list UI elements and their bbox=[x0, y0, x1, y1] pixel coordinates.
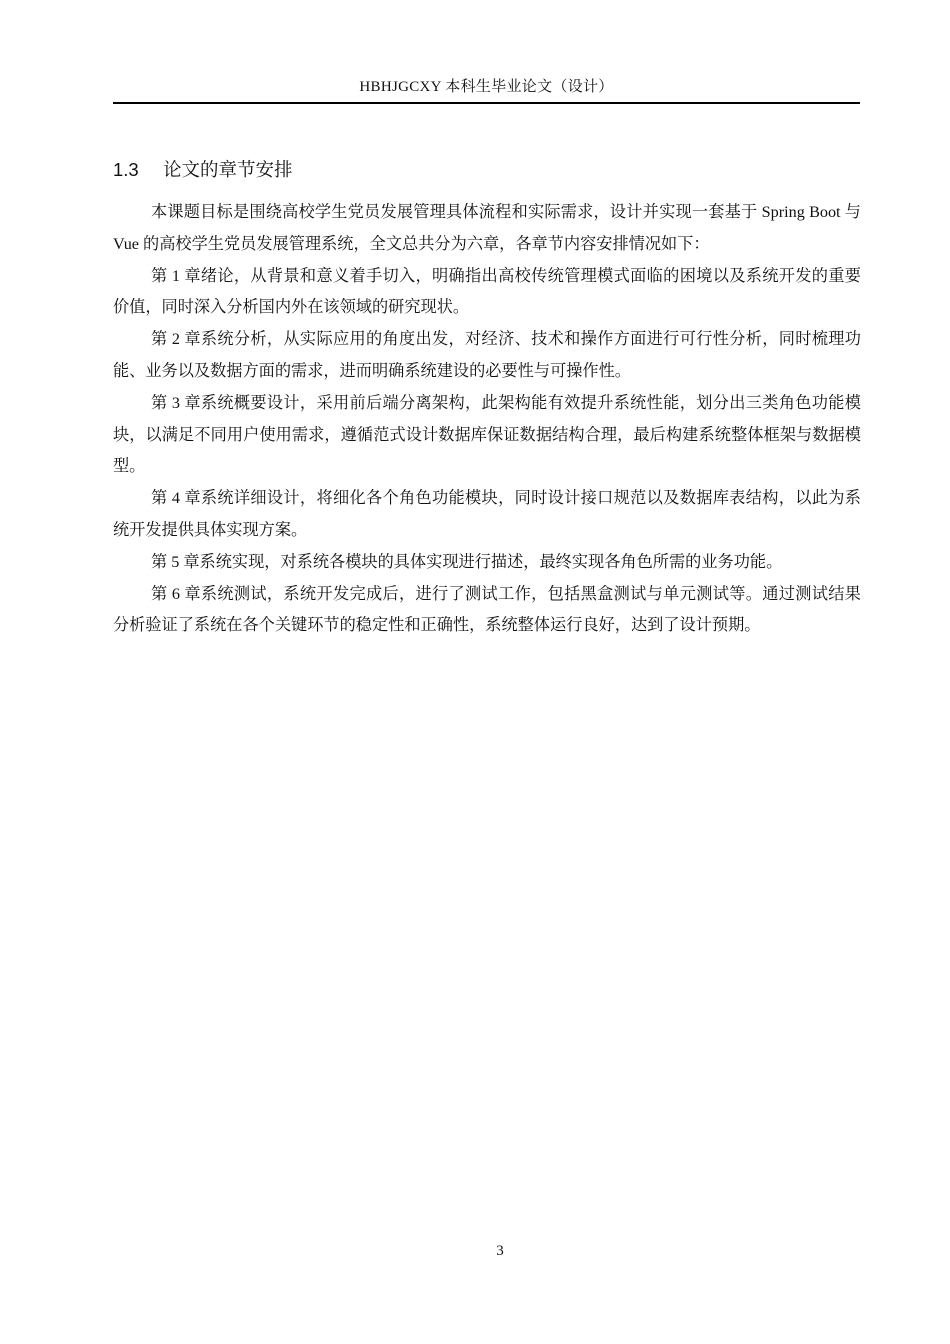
body-text bbox=[113, 197, 861, 642]
page-number: 3 bbox=[496, 1243, 504, 1259]
paragraph-chapter-2: 第 2 章系统分析，从实际应用的角度出发，对经济、技术和操作方面进行可行性分析，同时梳理功能、业务以及数据方面的需求，进而明确系统建设的必要性与可操作性。 bbox=[113, 330, 861, 380]
paragraph-chapter-6: 第 6 章系统测试，系统开发完成后，进行了测试工作，包括黑盒测试与单元测试等。通过测试结果分析验证了系统在各个关键环节的稳定性和正确性，系统整体运行良好，达到了设计预期。 bbox=[113, 584, 861, 635]
paragraph-intro: 本课题目标是围绕高校学生党员发展管理具体流程和实际需求，设计并实现一套基于 Spring Boot 与 Vue 的高校学生党员发展管理系统，全文总共分为六章，各章节内容安排情况如下： bbox=[113, 203, 861, 253]
paragraph-chapter-1: 第 1 章绪论，从背景和意义着手切入，明确指出高校传统管理模式面临的困境以及系统开发的重要价值，同时深入分析国内外在该领域的研究现状。 bbox=[113, 266, 861, 317]
paragraph-chapter-3: 第 3 章系统概要设计，采用前后端分离架构，此架构能有效提升系统性能，划分出三类角色功能模块，以满足不同用户使用需求，遵循范式设计数据库保证数据结构合理，最后构建系统整体框架与数据模型。 bbox=[113, 393, 861, 476]
page-header: HBHJGCXY 本科生毕业论文（设计） bbox=[113, 76, 860, 104]
section-number: 1.3 bbox=[113, 159, 139, 180]
section-title: 论文的章节安排 bbox=[163, 160, 293, 181]
paragraph-chapter-5: 第 5 章系统实现，对系统各模块的具体实现进行描述，最终实现各角色所需的业务功能。 bbox=[151, 552, 783, 571]
paragraph-chapter-4: 第 4 章系统详细设计，将细化各个角色功能模块，同时设计接口规范以及数据库表结构，以此为系统开发提供具体实现方案。 bbox=[113, 489, 861, 539]
section-heading bbox=[113, 157, 293, 184]
